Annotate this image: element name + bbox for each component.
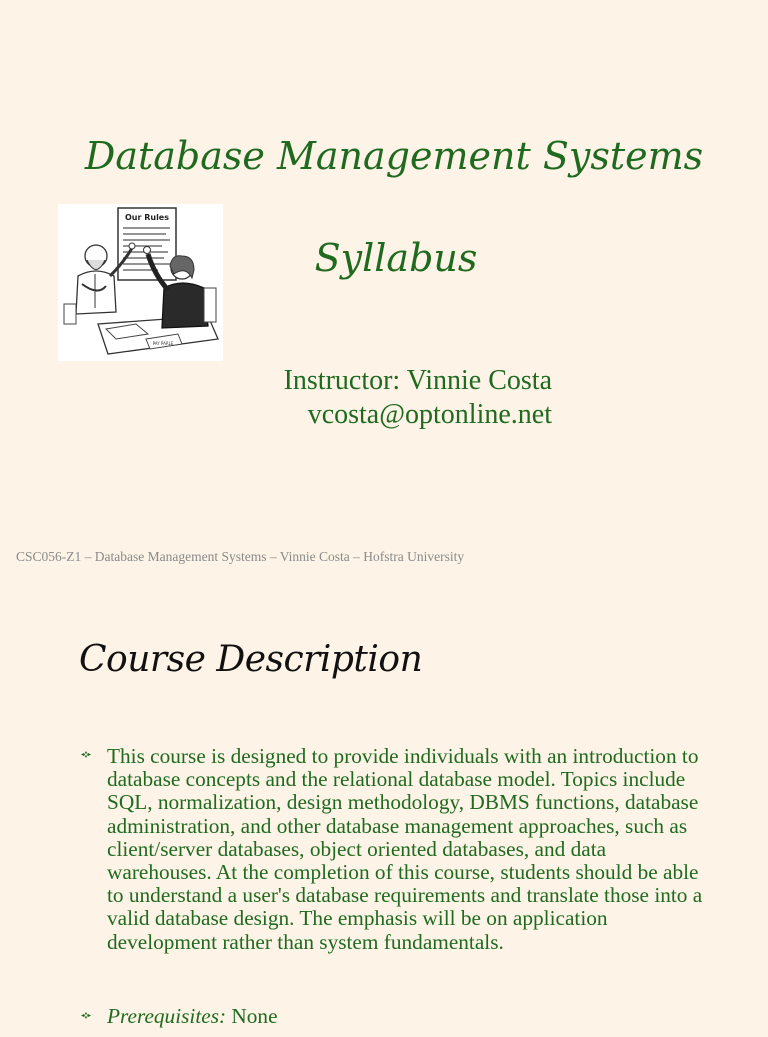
course-description-text: This course is designed to provide individuals with an introduction to database concepts and the relational database model. Topics include SQL, normalization, design methodology, DBMS functions, database administration, and other database management approaches, such as client/server databases, object oriented databases, and data warehouses. At the completion of this course, students should be able to understand a user's database requirements and translate those into a valid database design. The emphasis will be on application development rather than system fundamentals. xyxy=(107,744,703,954)
instructor-name: Instructor: Vinnie Costa xyxy=(283,365,552,396)
prerequisites-label: Prerequisites: xyxy=(107,1004,227,1028)
slide-subtitle: Syllabus xyxy=(314,236,478,280)
clipart-illustration xyxy=(58,204,223,361)
clipart-sign-text: Our Rules xyxy=(124,213,170,222)
diamond-bullet-icon xyxy=(79,745,93,776)
instructor-email: vcosta@optonline.net xyxy=(307,399,552,430)
diamond-bullet-icon xyxy=(79,1006,93,1037)
section-heading: Course Description xyxy=(79,639,423,680)
slide-title: Database Management Systems xyxy=(84,134,704,178)
clipart-paper-text: PAY PARLE xyxy=(152,341,174,346)
slide-footer: CSC056-Z1 – Database Management Systems – Vinnie Costa – Hofstra University xyxy=(16,549,465,564)
prerequisites-item xyxy=(107,1005,707,1028)
prerequisites-value: None xyxy=(226,1004,278,1028)
